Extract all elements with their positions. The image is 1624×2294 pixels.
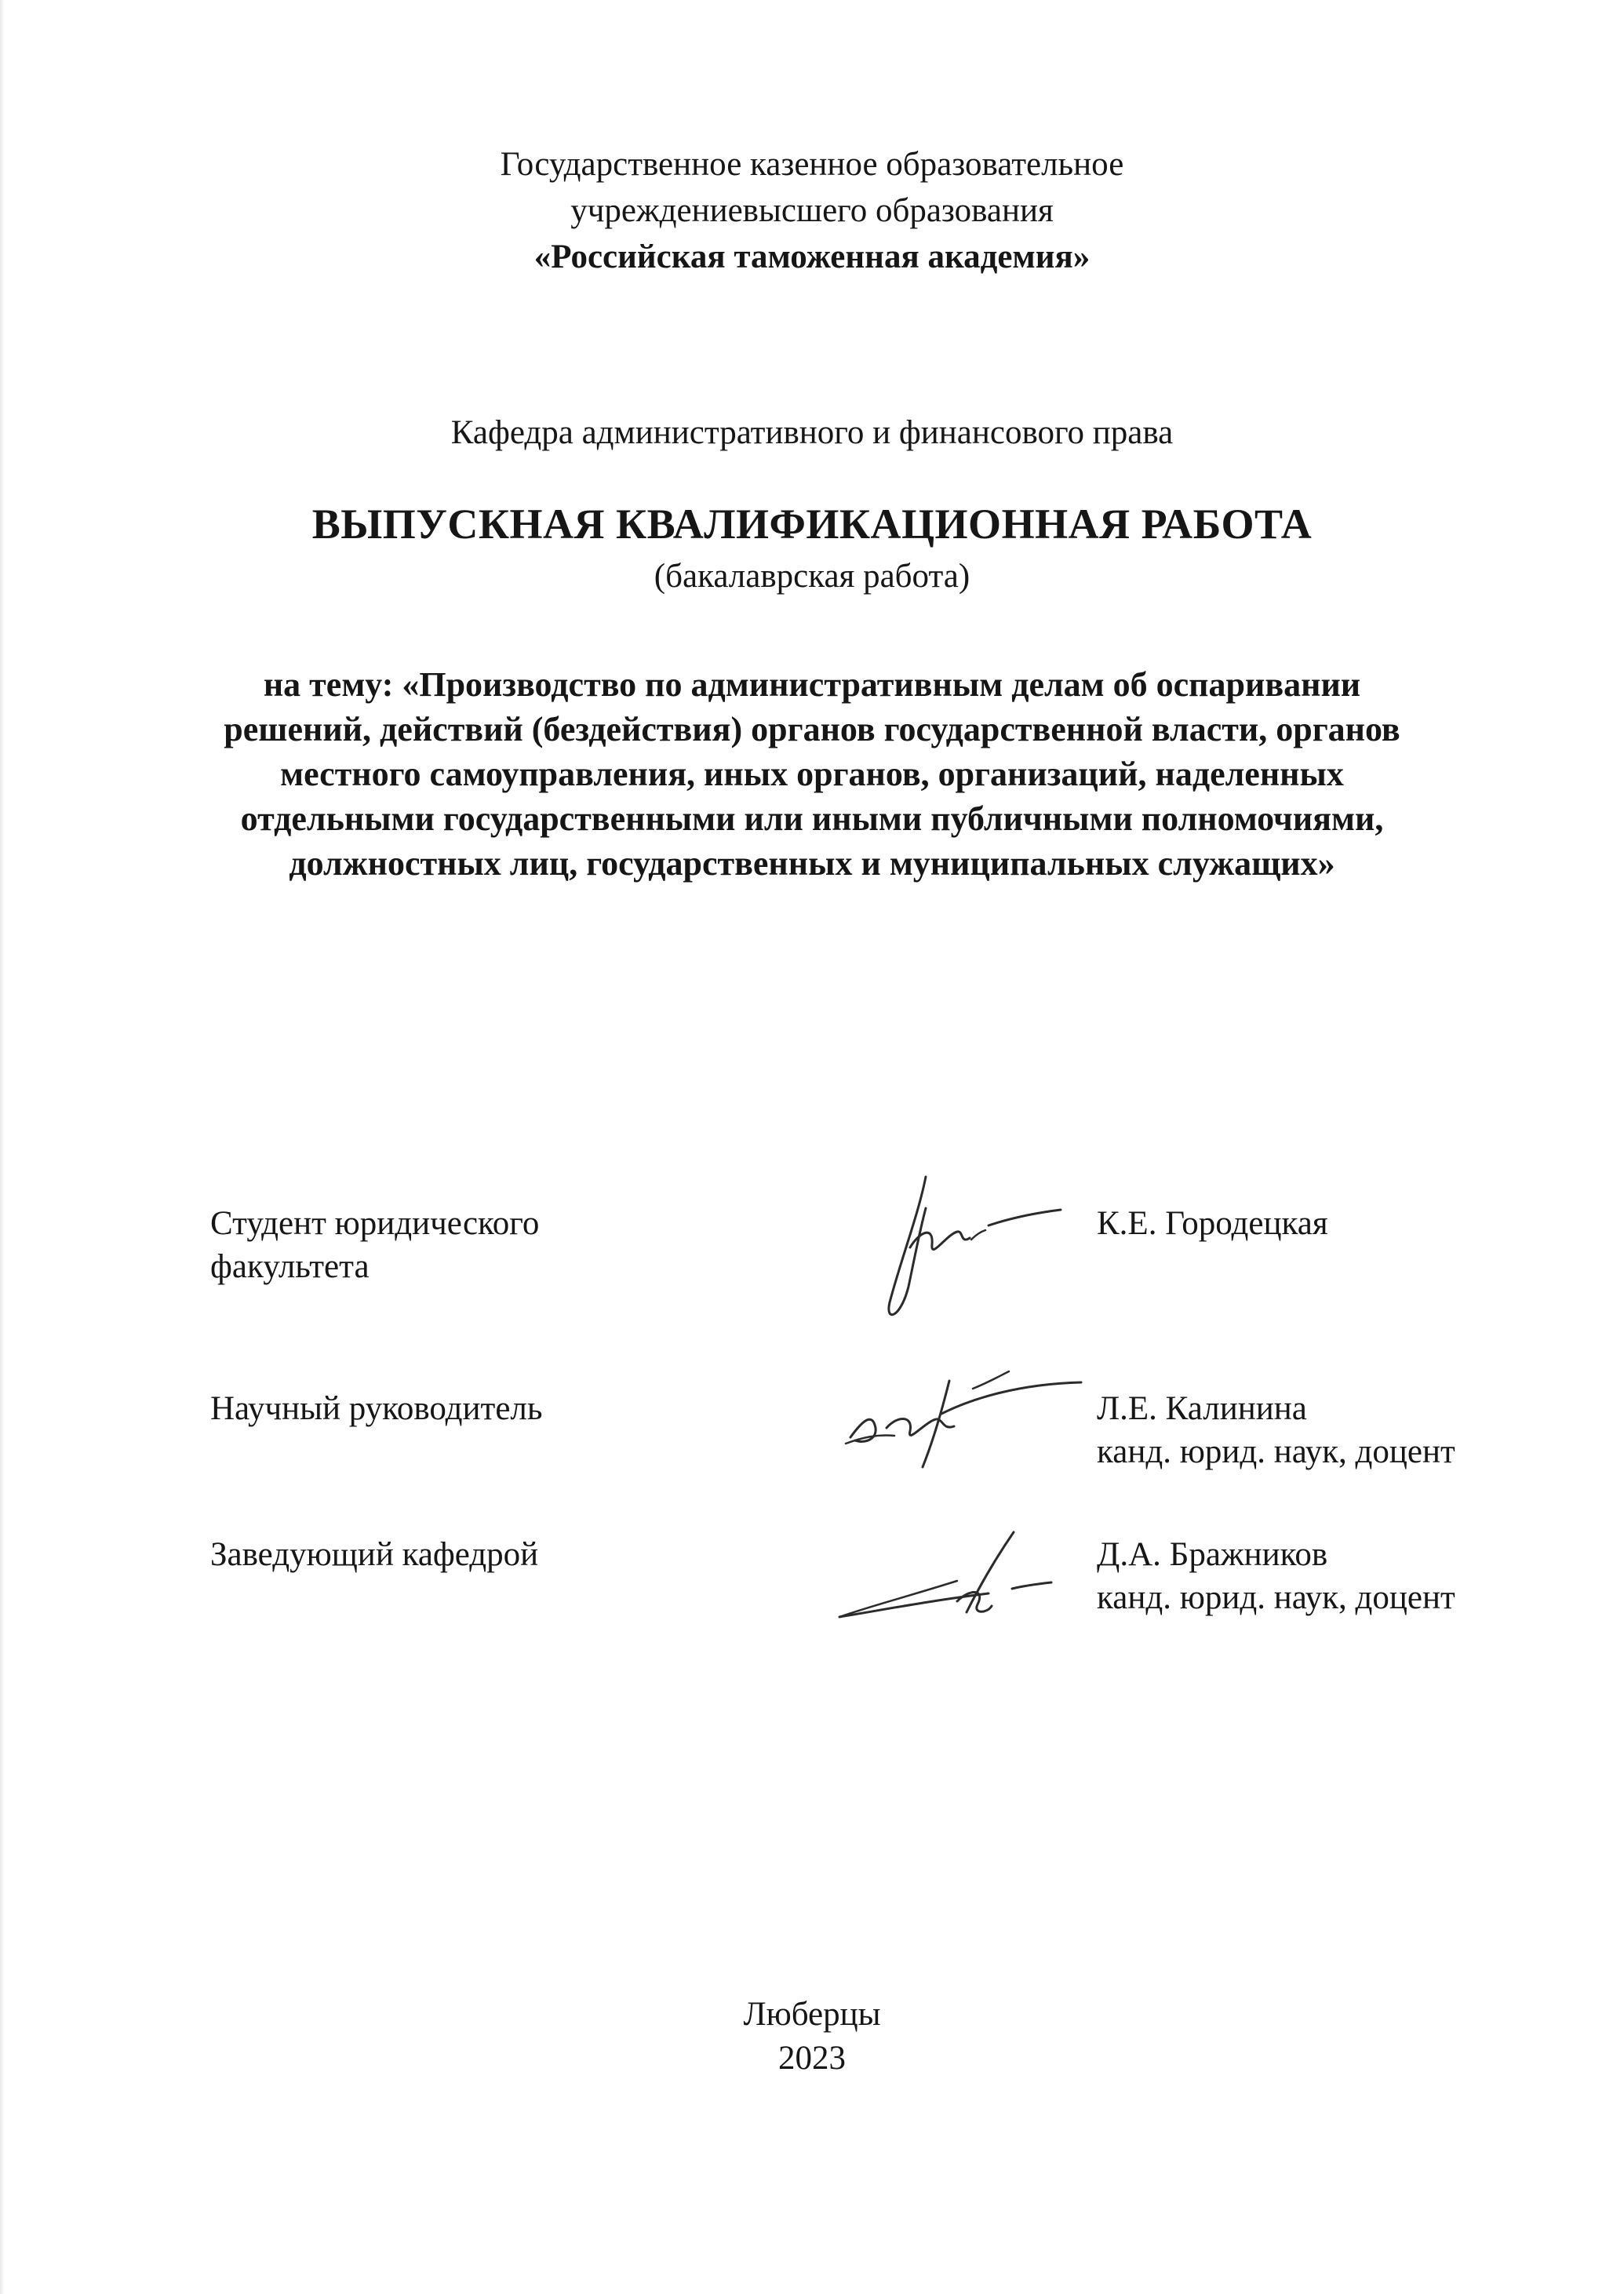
student-name: К.Е. Городецкая [1097, 1205, 1328, 1242]
place-and-year [0, 1993, 1624, 2081]
head-degree: канд. юрид. наук, доцент [1097, 1579, 1455, 1616]
department: Кафедра административного и финансового права [450, 414, 1174, 451]
head-signature [832, 1526, 1059, 1628]
topic-line: местного самоуправления, иных органов, организаций, наделенных [280, 755, 1344, 793]
role-line: факультета [210, 1248, 370, 1285]
institution-line-2: учреждениевысшего образования [570, 192, 1054, 229]
scan-edge [0, 0, 5, 2294]
topic-line: отдельными государственными или иными публичными полномочиями, [240, 799, 1384, 838]
supervisor-degree: канд. юрид. наук, доцент [1097, 1433, 1455, 1470]
student-signature [879, 1169, 1067, 1326]
role-line: Заведующий кафедрой [210, 1536, 539, 1573]
student-role [210, 1202, 681, 1288]
head-name: Д.А. Бражников [1097, 1536, 1328, 1573]
work-title: ВЫПУСКНАЯ КВАЛИФИКАЦИОННАЯ РАБОТА [311, 501, 1313, 548]
topic-line: на тему: «Производство по административным делам об оспаривании [263, 665, 1361, 704]
head-block [1097, 1533, 1599, 1619]
topic-line: решений, действий (бездействия) органов государственной власти, органов [224, 710, 1400, 748]
institution-line-1: Государственное казенное образовательное [500, 146, 1124, 183]
work-subtitle: (бакалаврская работа) [654, 558, 970, 595]
institution-name: «Российская таможенная академия» [533, 239, 1091, 275]
supervisor-name: Л.Е. Калинина [1097, 1390, 1307, 1427]
topic-line: должностных лиц, государственных и муниципальных служащих» [289, 844, 1335, 883]
work-topic [0, 662, 1624, 886]
supervisor-signature [832, 1365, 1091, 1475]
head-role [210, 1533, 681, 1576]
role-line: Научный руководитель [210, 1390, 543, 1427]
supervisor-block [1097, 1387, 1599, 1473]
year: 2023 [778, 2040, 846, 2077]
institution-header [0, 141, 1624, 280]
role-line: Студент юридического [210, 1205, 540, 1242]
supervisor-role [210, 1387, 681, 1430]
city: Люберцы [743, 1996, 881, 2033]
